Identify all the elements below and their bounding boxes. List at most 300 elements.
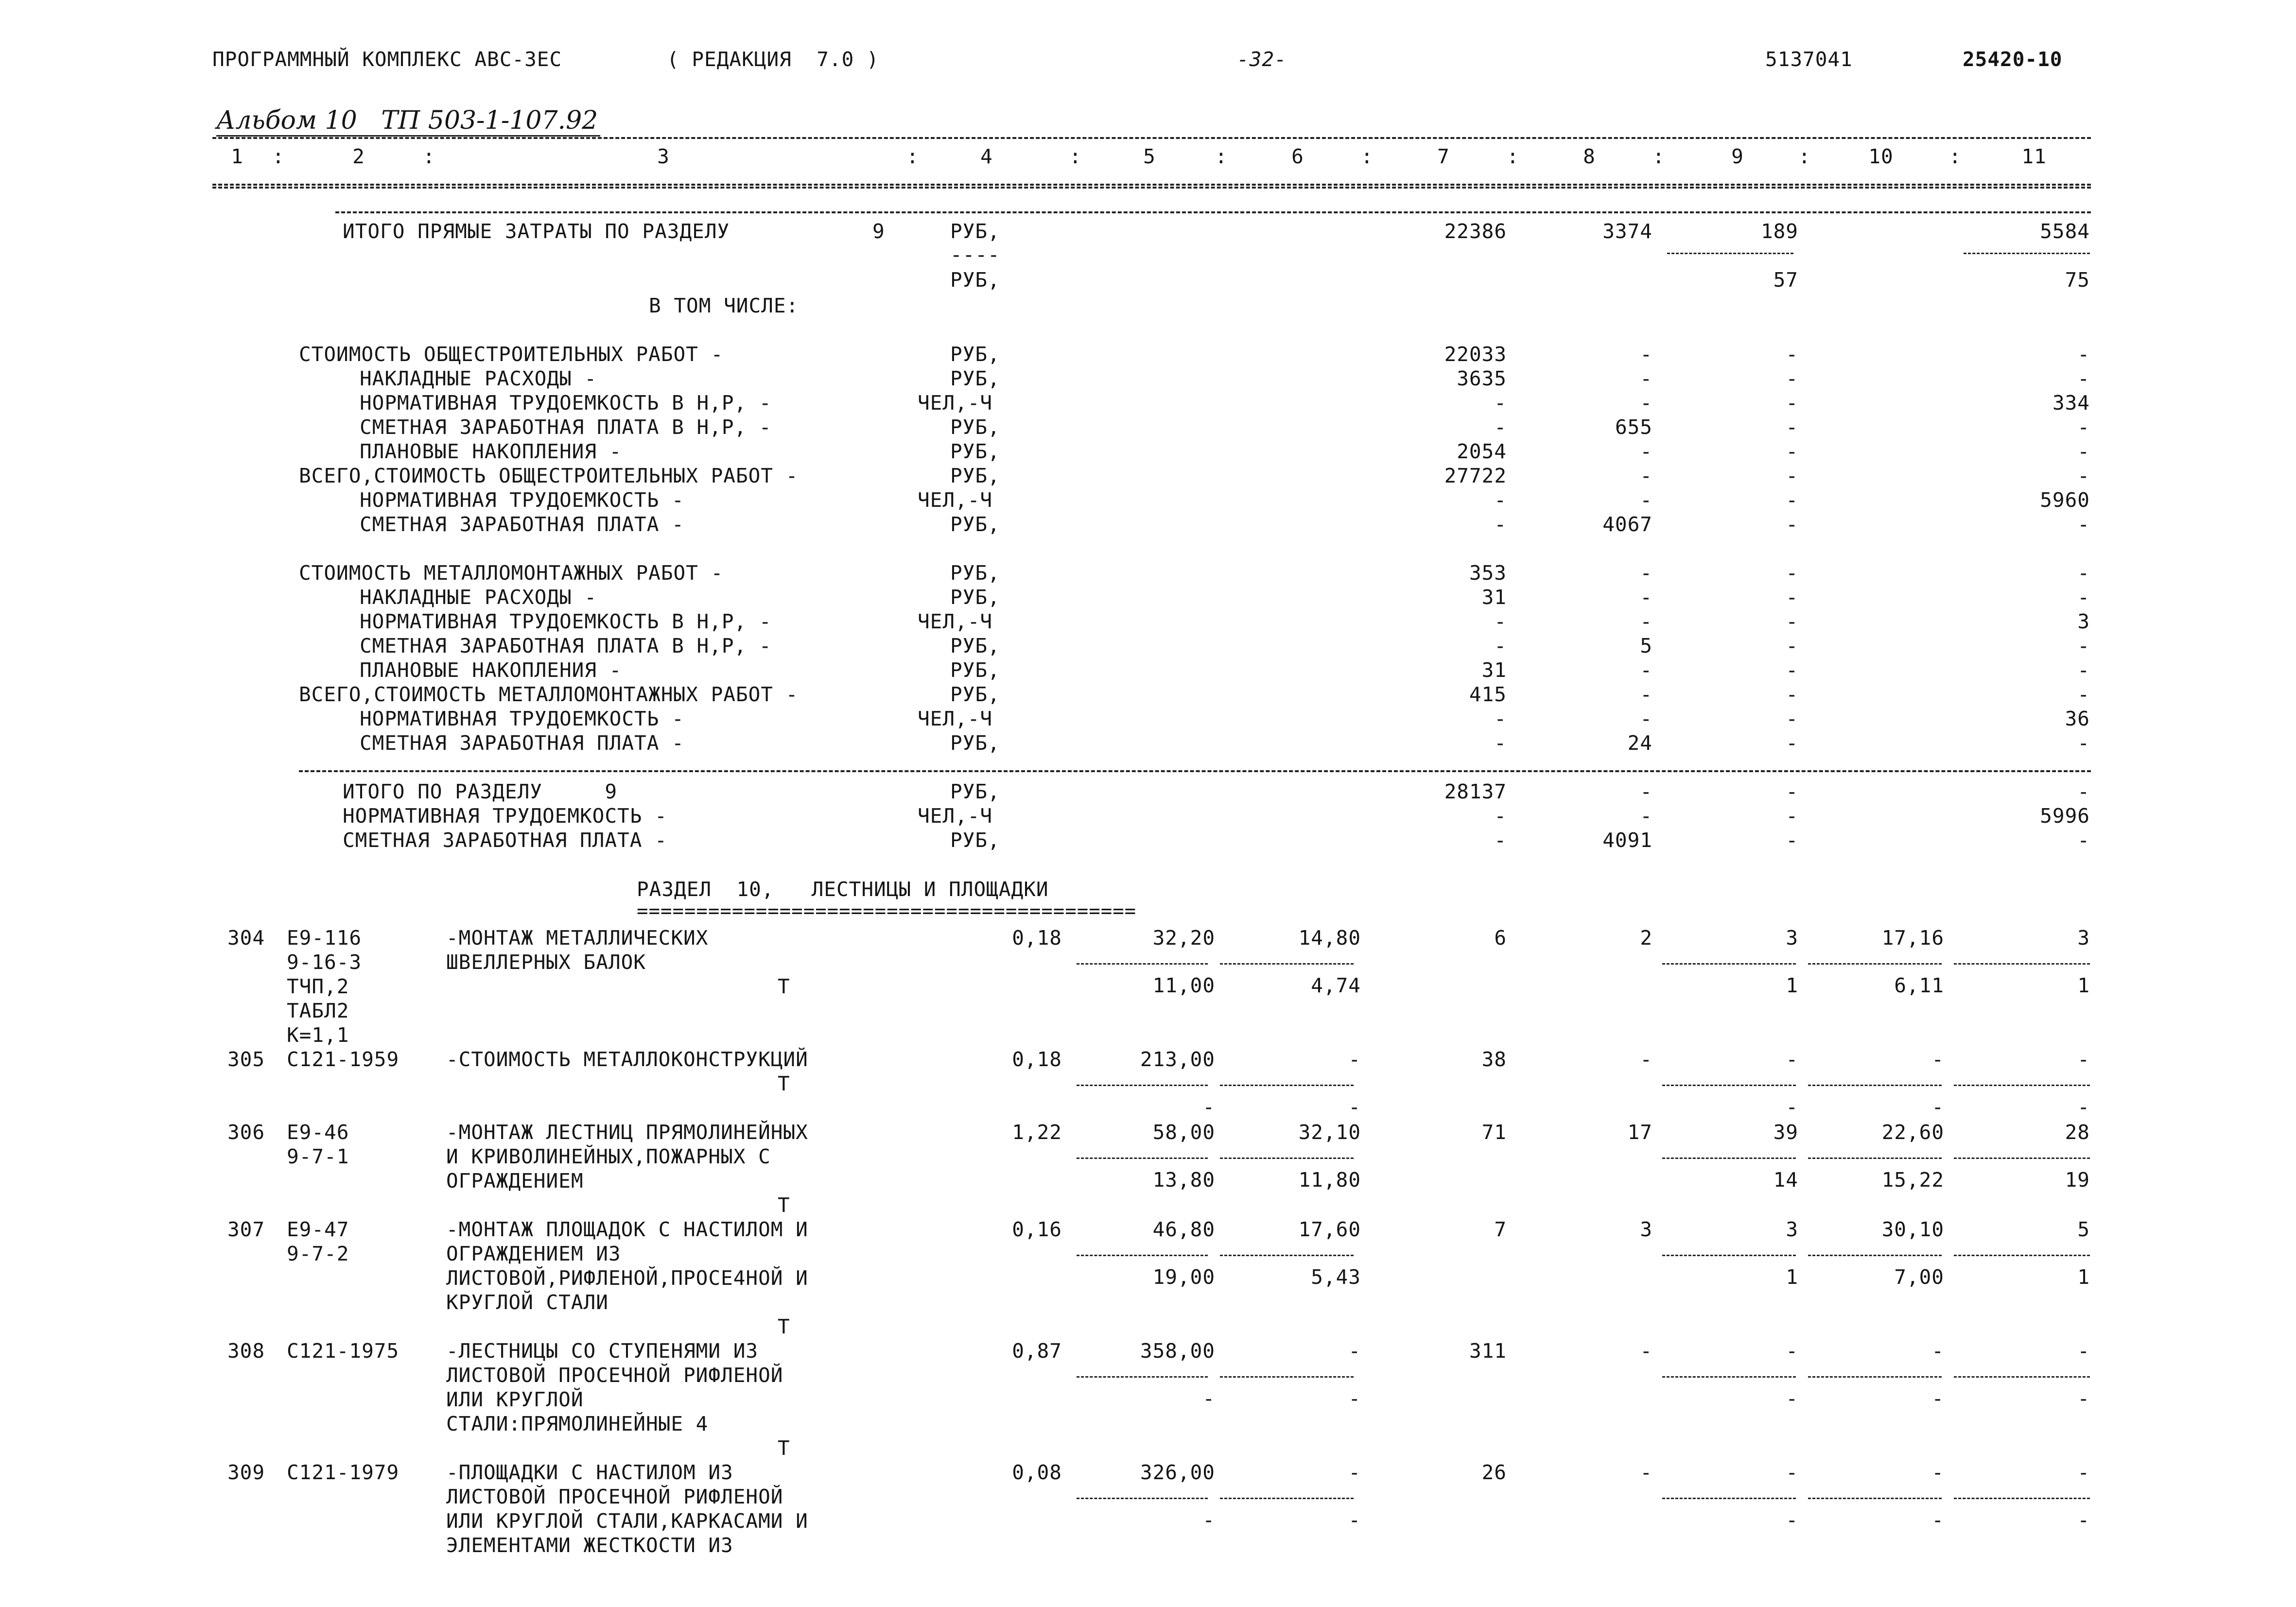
metal-row-label: ПЛАНОВЫЕ НАКОПЛЕНИЯ - [360, 658, 622, 682]
item-unit-mark: Т [778, 975, 790, 998]
item-c5-second: - [1202, 1095, 1215, 1119]
total-direct-c11: 5584 [2040, 220, 2090, 243]
metal-row-c9: - [1786, 634, 1798, 657]
item-c8: 3 [1640, 1218, 1652, 1241]
metal-row-c7: 31 [1481, 658, 1507, 682]
metal-row-c9: - [1786, 707, 1798, 730]
item-code: Е9-47 [287, 1218, 349, 1241]
section-total-c9: - [1786, 780, 1798, 803]
general-row-unit: РУБ, [950, 367, 1000, 390]
general-row-c7: - [1494, 391, 1507, 415]
c10-underline [1808, 1158, 1942, 1159]
item-c6: - [1348, 1339, 1361, 1363]
general-row-c8: 655 [1615, 415, 1652, 439]
column-separator: : [1069, 145, 1082, 168]
metal-row-c11: - [2077, 731, 2090, 755]
item-c9-second: 1 [1786, 1265, 1798, 1289]
item-description: ЛИСТОВОЙ ПРОСЕЧНОЙ РИФЛЕНОЙ [446, 1364, 783, 1387]
general-row-c8: - [1640, 391, 1652, 415]
c9-underline [1662, 1255, 1796, 1256]
section-total-unit: ЧЕЛ,-Ч [918, 804, 993, 828]
item-c11: - [2077, 1339, 2090, 1363]
item-c10-second: 7,00 [1894, 1265, 1944, 1289]
document-code: 5137041 [1765, 48, 1853, 71]
item-unit-mark: Т [778, 1193, 790, 1217]
total-direct-c9b: 57 [1773, 268, 1798, 292]
item-c6: 14,80 [1298, 926, 1361, 950]
general-row-c11: - [2077, 513, 2090, 536]
document-reference: 25420-10 [1963, 48, 2063, 71]
column-separator: : [1949, 145, 1962, 168]
metal-row-unit: РУБ, [950, 561, 1000, 585]
metal-row-c7: 415 [1469, 683, 1507, 706]
c9-underline [1662, 963, 1796, 965]
item-description: ОГРАЖДЕНИЕМ [446, 1169, 584, 1192]
metal-row-label: НОРМАТИВНАЯ ТРУДОЕМКОСТЬ В Н,Р, - [360, 610, 772, 633]
metal-row-c8: - [1640, 707, 1652, 730]
column-header-7: 7 [1437, 145, 1450, 168]
item-code: Е9-46 [287, 1121, 349, 1144]
metal-row-c9: - [1786, 610, 1798, 633]
item-code: ТАБЛ2 [287, 999, 349, 1022]
total-direct-c9: 189 [1760, 220, 1798, 243]
general-row-c8: - [1640, 464, 1652, 487]
c6-underline [1220, 963, 1354, 965]
item-description: ИЛИ КРУГЛОЙ СТАЛИ,КАРКАСАМИ И [446, 1509, 808, 1533]
metal-row-c8: - [1640, 561, 1652, 585]
item-code: ТЧП,2 [287, 975, 349, 998]
general-row-unit: РУБ, [950, 343, 1000, 366]
c11-underline [1954, 963, 2090, 965]
album-handwritten-note: Альбом 10 ТП 503-1-107.92 [216, 106, 598, 135]
item-quantity: 0,18 [1012, 1048, 1062, 1071]
item-c6-second: - [1348, 1508, 1361, 1532]
item-c8: 2 [1640, 926, 1652, 950]
metal-row-label: НАКЛАДНЫЕ РАСХОДЫ - [360, 586, 597, 609]
column-header-1: 1 [231, 145, 244, 168]
section-total-c9: - [1786, 829, 1798, 852]
section-total-c9: - [1786, 804, 1798, 828]
item-c11-second: - [2077, 1387, 2090, 1410]
general-row-unit: РУБ, [950, 440, 1000, 463]
item-number: 308 [227, 1339, 265, 1363]
metal-row-label: НОРМАТИВНАЯ ТРУДОЕМКОСТЬ - [360, 707, 684, 730]
metal-row-c7: - [1494, 707, 1507, 730]
item-c5-second: - [1202, 1508, 1215, 1532]
c11-underline [1954, 1255, 2090, 1256]
item-c6-second: 5,43 [1311, 1265, 1361, 1289]
c6-underline [1220, 1085, 1354, 1086]
section-total-c7: - [1494, 829, 1507, 852]
metal-row-c9: - [1786, 731, 1798, 755]
item-c6-second: 11,80 [1298, 1168, 1361, 1192]
general-row-label: СТОИМОСТЬ ОБЩЕСТРОИТЕЛЬНЫХ РАБОТ - [299, 343, 724, 366]
item-quantity: 1,22 [1012, 1121, 1062, 1144]
general-row-c8: - [1640, 440, 1652, 463]
general-row-c11: - [2077, 343, 2090, 366]
column-separator: : [1798, 145, 1811, 168]
item-description: ЭЛЕМЕНТАМИ ЖЕСТКОСТИ ИЗ [446, 1534, 733, 1557]
item-c7: 26 [1481, 1461, 1507, 1484]
c6-underline [1220, 1158, 1354, 1159]
item-quantity: 0,16 [1012, 1218, 1062, 1241]
c11-underline [1954, 1085, 2090, 1086]
column-header-10: 10 [1868, 145, 1894, 168]
item-c6-second: - [1348, 1387, 1361, 1410]
item-code: 9-16-3 [287, 950, 362, 974]
item-c5-second: 19,00 [1152, 1265, 1215, 1289]
metal-row-c8: - [1640, 610, 1652, 633]
metal-row-c11: - [2077, 658, 2090, 682]
item-description: ОГРАЖДЕНИЕМ ИЗ [446, 1242, 621, 1265]
summary-top-rule [335, 211, 2091, 213]
metal-row-label: ВСЕГО,СТОИМОСТЬ МЕТАЛЛОМОНТАЖНЫХ РАБОТ - [299, 683, 799, 706]
item-c9-second: - [1786, 1095, 1798, 1119]
column-separator: : [1361, 145, 1374, 168]
general-row-label: НАКЛАДНЫЕ РАСХОДЫ - [360, 367, 597, 390]
column-separator: : [1215, 145, 1228, 168]
item-c10: 17,16 [1881, 926, 1944, 950]
item-c11: - [2077, 1048, 2090, 1071]
item-c11-second: 19 [2065, 1168, 2090, 1192]
c9-underline [1662, 1085, 1796, 1086]
general-row-unit: РУБ, [950, 513, 1000, 536]
item-c9-second: - [1786, 1508, 1798, 1532]
item-quantity: 0,18 [1012, 926, 1062, 950]
column-header-2: 2 [352, 145, 365, 168]
item-c11: 28 [2065, 1121, 2090, 1144]
item-c8: 17 [1627, 1121, 1652, 1144]
metal-row-c11: - [2077, 683, 2090, 706]
general-row-label: СМЕТНАЯ ЗАРАБОТНАЯ ПЛАТА - [360, 513, 684, 536]
general-row-c9: - [1786, 513, 1798, 536]
item-code: С121-1959 [287, 1048, 400, 1071]
section-total-c7: 28137 [1444, 780, 1507, 803]
metal-row-unit: РУБ, [950, 683, 1000, 706]
item-c11-second: - [2077, 1508, 2090, 1532]
item-code: 9-7-1 [287, 1145, 349, 1168]
item-c7: 311 [1469, 1339, 1507, 1363]
metal-row-c9: - [1786, 561, 1798, 585]
total-direct-section: 9 [872, 220, 885, 243]
column-header-3: 3 [657, 145, 670, 168]
column-header-5: 5 [1143, 145, 1156, 168]
item-c7: 71 [1481, 1121, 1507, 1144]
total-direct-c8: 3374 [1602, 220, 1652, 243]
metal-row-unit: РУБ, [950, 731, 1000, 755]
item-number: 304 [227, 926, 265, 950]
general-row-c8: - [1640, 488, 1652, 512]
metal-row-unit: ЧЕЛ,-Ч [918, 707, 993, 730]
c9-underline [1662, 1498, 1796, 1499]
general-row-c11: - [2077, 440, 2090, 463]
general-row-c11: - [2077, 464, 2090, 487]
column-separator: : [423, 145, 435, 168]
item-c5: 58,00 [1152, 1121, 1215, 1144]
item-c10: - [1931, 1339, 1944, 1363]
item-c11-second: - [2077, 1095, 2090, 1119]
total-direct-unit-2: РУБ, [950, 268, 1000, 292]
item-c9: - [1786, 1461, 1798, 1484]
item-c10-second: 6,11 [1894, 974, 1944, 997]
total-direct-unit: РУБ, [950, 220, 1000, 243]
section-total-unit: РУБ, [950, 780, 1000, 803]
column-header-6: 6 [1291, 145, 1304, 168]
item-description: ИЛИ КРУГЛОЙ [446, 1388, 584, 1411]
item-c8: - [1640, 1461, 1652, 1484]
item-c6: 17,60 [1298, 1218, 1361, 1241]
item-c11: 3 [2077, 926, 2090, 950]
c10-underline [1808, 963, 1942, 965]
item-description: -ЛЕСТНИЦЫ СО СТУПЕНЯМИ ИЗ [446, 1339, 759, 1363]
c9-underline [1662, 1376, 1796, 1378]
general-row-unit: РУБ, [950, 464, 1000, 487]
general-row-c11: 5960 [2040, 488, 2090, 512]
item-c9: 39 [1773, 1121, 1798, 1144]
c5-underline [1077, 1158, 1208, 1159]
c11-underline [1954, 1498, 2090, 1499]
general-row-label: ПЛАНОВЫЕ НАКОПЛЕНИЯ - [360, 440, 622, 463]
column-separator: : [1652, 145, 1665, 168]
section-total-c11: 5996 [2040, 804, 2090, 828]
item-description: ЛИСТОВОЙ ПРОСЕЧНОЙ РИФЛЕНОЙ [446, 1485, 783, 1508]
item-c10-second: 15,22 [1881, 1168, 1944, 1192]
item-c9: 3 [1786, 1218, 1798, 1241]
metal-row-c7: 31 [1481, 586, 1507, 609]
item-c10: 30,10 [1881, 1218, 1944, 1241]
item-number: 305 [227, 1048, 265, 1071]
item-c9-second: 14 [1773, 1168, 1798, 1192]
item-c7: 7 [1494, 1218, 1507, 1241]
general-row-unit: ЧЕЛ,-Ч [918, 391, 993, 415]
item-c11: 5 [2077, 1218, 2090, 1241]
item-number: 307 [227, 1218, 265, 1241]
c5-underline [1077, 1376, 1208, 1378]
item-description: И КРИВОЛИНЕЙНЫХ,ПОЖАРНЫХ С [446, 1145, 771, 1168]
item-c5-second: 11,00 [1152, 974, 1215, 997]
total-direct-c11b: 75 [2065, 268, 2090, 292]
item-description: ШВЕЛЛЕРНЫХ БАЛОК [446, 950, 646, 974]
general-row-c11: - [2077, 367, 2090, 390]
general-row-c11: 334 [2052, 391, 2090, 415]
item-c7: 6 [1494, 926, 1507, 950]
item-c5: 326,00 [1140, 1461, 1215, 1484]
item-number: 309 [227, 1461, 265, 1484]
metal-row-c7: - [1494, 731, 1507, 755]
item-number: 306 [227, 1121, 265, 1144]
column-header-9: 9 [1731, 145, 1744, 168]
item-c11-second: 1 [2077, 974, 2090, 997]
item-c5: 358,00 [1140, 1339, 1215, 1363]
item-c11: - [2077, 1461, 2090, 1484]
column-header-4: 4 [980, 145, 993, 168]
general-row-c9: - [1786, 488, 1798, 512]
incl-label: В ТОМ ЧИСЛЕ: [649, 294, 799, 317]
c11-underline [1954, 1376, 2090, 1378]
c11-underline [1964, 253, 2090, 254]
item-c10-second: - [1931, 1508, 1944, 1532]
metal-row-c7: - [1494, 610, 1507, 633]
general-row-unit: РУБ, [950, 415, 1000, 439]
general-row-c7: - [1494, 488, 1507, 512]
page-number: -32- [1237, 48, 1287, 71]
metal-row-unit: РУБ, [950, 634, 1000, 657]
section-total-label: НОРМАТИВНАЯ ТРУДОЕМКОСТЬ - [343, 804, 667, 828]
c6-underline [1220, 1255, 1354, 1256]
general-row-c7: - [1494, 513, 1507, 536]
c10-underline [1808, 1376, 1942, 1378]
c10-underline [1808, 1498, 1942, 1499]
metal-row-unit: РУБ, [950, 586, 1000, 609]
c6-underline [1220, 1376, 1354, 1378]
metal-row-c11: - [2077, 586, 2090, 609]
general-row-c9: - [1786, 343, 1798, 366]
general-row-c8: 4067 [1602, 513, 1652, 536]
item-c5: 32,20 [1152, 926, 1215, 950]
general-row-c9: - [1786, 464, 1798, 487]
general-row-c8: - [1640, 367, 1652, 390]
column-separator: : [1507, 145, 1519, 168]
metal-row-c8: - [1640, 586, 1652, 609]
general-row-c7: 2054 [1457, 440, 1507, 463]
item-code: С121-1975 [287, 1339, 400, 1363]
general-row-c9: - [1786, 440, 1798, 463]
metal-row-c9: - [1786, 586, 1798, 609]
general-row-unit: ЧЕЛ,-Ч [918, 488, 993, 512]
metal-row-c11: 36 [2065, 707, 2090, 730]
section-10-underline: ========================================== [637, 900, 1137, 922]
general-row-c9: - [1786, 367, 1798, 390]
item-c7: 38 [1481, 1048, 1507, 1071]
section-total-c11: - [2077, 829, 2090, 852]
general-row-c8: - [1640, 343, 1652, 366]
metal-row-label: СМЕТНАЯ ЗАРАБОТНАЯ ПЛАТА В Н,Р, - [360, 634, 772, 657]
section-total-unit: РУБ, [950, 829, 1000, 852]
c5-underline [1077, 963, 1208, 965]
item-code: 9-7-2 [287, 1242, 349, 1265]
column-separator: : [906, 145, 919, 168]
item-description: -МОНТАЖ ЛЕСТНИЦ ПРЯМОЛИНЕЙНЫХ [446, 1121, 808, 1144]
item-c9: - [1786, 1339, 1798, 1363]
album-underline [216, 135, 600, 137]
total-direct-c7: 22386 [1444, 220, 1507, 243]
item-c8: - [1640, 1339, 1652, 1363]
column-header-8: 8 [1583, 145, 1596, 168]
item-c10: 22,60 [1881, 1121, 1944, 1144]
metal-row-c7: 353 [1469, 561, 1507, 585]
column-header-rule-2 [212, 187, 2091, 189]
column-separator: : [272, 145, 285, 168]
general-row-c7: - [1494, 415, 1507, 439]
item-c5-second: - [1202, 1387, 1215, 1410]
section-total-c7: - [1494, 804, 1507, 828]
general-row-c7: 3635 [1457, 367, 1507, 390]
item-unit-mark: Т [778, 1315, 790, 1338]
metal-row-c11: 3 [2077, 610, 2090, 633]
total-direct-unit-underline: ---- [950, 243, 1000, 266]
item-unit-mark: Т [778, 1072, 790, 1095]
item-c9-second: 1 [1786, 974, 1798, 997]
column-header-11: 11 [2021, 145, 2047, 168]
metal-row-c9: - [1786, 683, 1798, 706]
general-row-c7: 27722 [1444, 464, 1507, 487]
metal-row-c11: - [2077, 634, 2090, 657]
item-description: -МОНТАЖ МЕТАЛЛИЧЕСКИХ [446, 926, 709, 950]
c10-underline [1808, 1085, 1942, 1086]
general-row-label: НОРМАТИВНАЯ ТРУДОЕМКОСТЬ - [360, 488, 684, 512]
general-row-c7: 22033 [1444, 343, 1507, 366]
metal-row-c11: - [2077, 561, 2090, 585]
metal-row-c8: - [1640, 658, 1652, 682]
general-row-label: ВСЕГО,СТОИМОСТЬ ОБЩЕСТРОИТЕЛЬНЫХ РАБОТ - [299, 464, 799, 487]
section-total-c8: - [1640, 780, 1652, 803]
item-c9: 3 [1786, 926, 1798, 950]
c9-underline [1662, 1158, 1796, 1159]
metal-row-c8: 5 [1640, 634, 1652, 657]
section-total-c8: 4091 [1602, 829, 1652, 852]
c5-underline [1077, 1498, 1208, 1499]
section-total-c11: - [2077, 780, 2090, 803]
item-c6: - [1348, 1461, 1361, 1484]
item-c11-second: 1 [2077, 1265, 2090, 1289]
item-code: К=1,1 [287, 1023, 349, 1047]
edition-label: ( РЕДАКЦИЯ 7.0 ) [667, 48, 879, 71]
item-unit-mark: Т [778, 1436, 790, 1460]
general-row-label: НОРМАТИВНАЯ ТРУДОЕМКОСТЬ В Н,Р, - [360, 391, 772, 415]
item-c6-second: - [1348, 1095, 1361, 1119]
item-description: КРУГЛОЙ СТАЛИ [446, 1291, 609, 1314]
item-description: -СТОИМОСТЬ МЕТАЛЛОКОНСТРУКЦИЙ [446, 1048, 808, 1071]
section-totals-rule [299, 770, 2091, 772]
c11-underline [1954, 1158, 2090, 1159]
item-quantity: 0,87 [1012, 1339, 1062, 1363]
section-total-c8: - [1640, 804, 1652, 828]
metal-row-unit: РУБ, [950, 658, 1000, 682]
general-row-label: СМЕТНАЯ ЗАРАБОТНАЯ ПЛАТА В Н,Р, - [360, 415, 772, 439]
item-description: -ПЛОЩАДКИ С НАСТИЛОМ ИЗ [446, 1461, 733, 1484]
item-c5: 213,00 [1140, 1048, 1215, 1071]
c5-underline [1077, 1255, 1208, 1256]
section-total-label: СМЕТНАЯ ЗАРАБОТНАЯ ПЛАТА - [343, 829, 667, 852]
total-direct-label: ИТОГО ПРЯМЫЕ ЗАТРАТЫ ПО РАЗДЕЛУ [343, 220, 730, 243]
metal-row-c8: - [1640, 683, 1652, 706]
metal-row-c8: 24 [1627, 731, 1652, 755]
c10-underline [1808, 1255, 1942, 1256]
item-c6: 32,10 [1298, 1121, 1361, 1144]
item-c5-second: 13,80 [1152, 1168, 1215, 1192]
item-c9-second: - [1786, 1387, 1798, 1410]
item-c8: - [1640, 1048, 1652, 1071]
c6-underline [1220, 1498, 1354, 1499]
item-c10-second: - [1931, 1387, 1944, 1410]
metal-row-label: СТОИМОСТЬ МЕТАЛЛОМОНТАЖНЫХ РАБОТ - [299, 561, 724, 585]
metal-row-c7: - [1494, 634, 1507, 657]
section-total-label: ИТОГО ПО РАЗДЕЛУ 9 [343, 780, 618, 803]
program-name: ПРОГРАММНЫЙ КОМПЛЕКС АВС-3ЕС [212, 48, 562, 71]
c5-underline [1077, 1085, 1208, 1086]
general-row-c9: - [1786, 415, 1798, 439]
section-10-title: РАЗДЕЛ 10, ЛЕСТНИЦЫ И ПЛОЩАДКИ [637, 878, 1049, 901]
metal-row-unit: ЧЕЛ,-Ч [918, 610, 993, 633]
general-row-c11: - [2077, 415, 2090, 439]
c9-underline [1667, 253, 1793, 254]
general-row-c9: - [1786, 391, 1798, 415]
item-c9: - [1786, 1048, 1798, 1071]
item-code: Е9-116 [287, 926, 362, 950]
item-description: ЛИСТОВОЙ,РИФЛЕНОЙ,ПРОСЕ4НОЙ И [446, 1266, 808, 1290]
metal-row-c9: - [1786, 658, 1798, 682]
item-c5: 46,80 [1152, 1218, 1215, 1241]
